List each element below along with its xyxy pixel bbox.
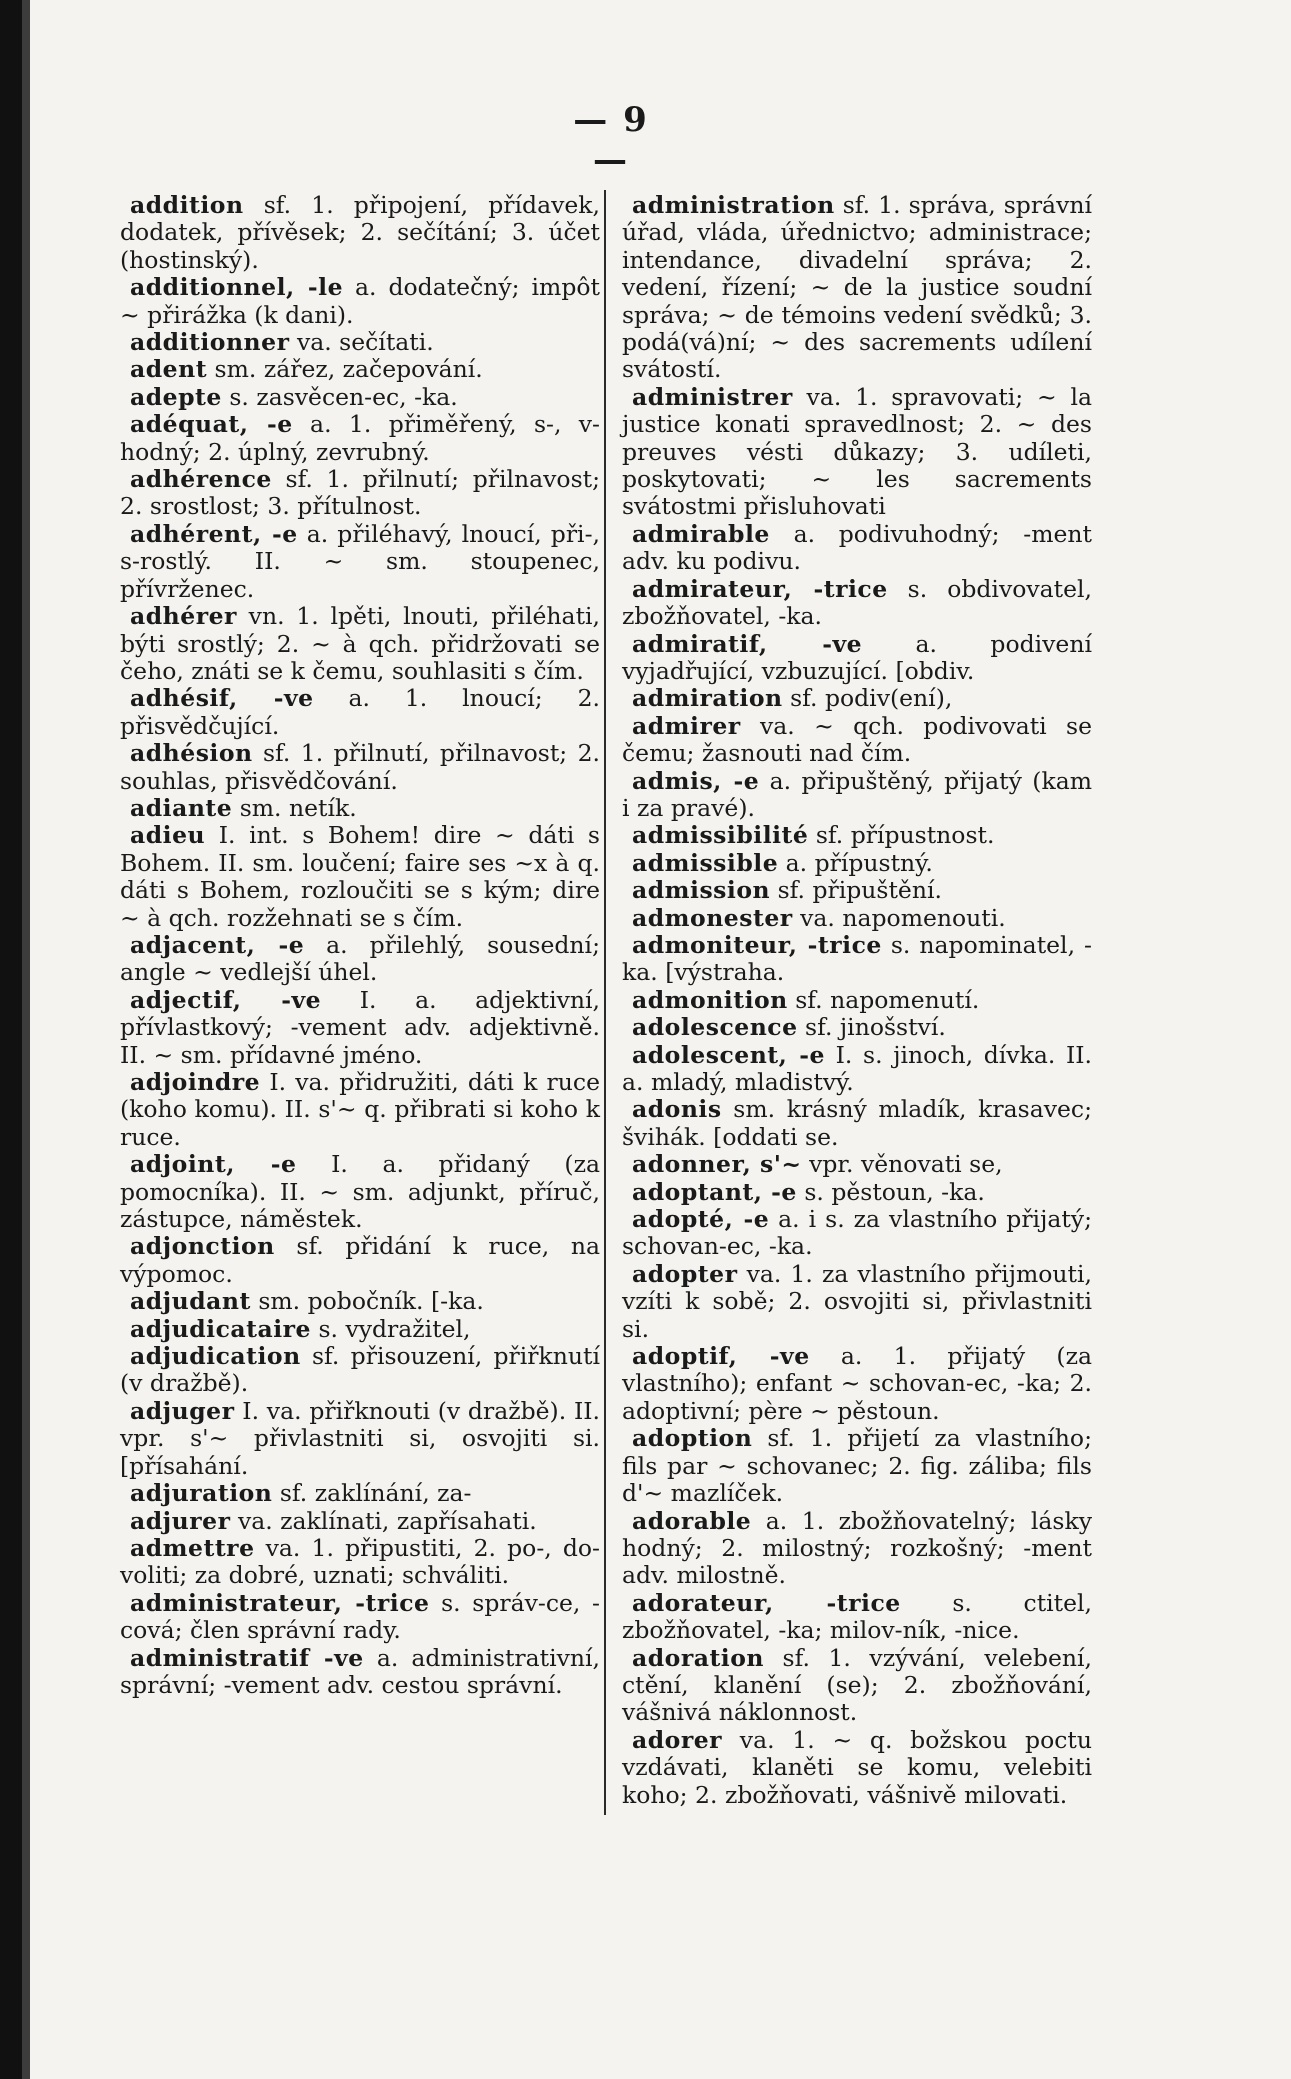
dictionary-entry — [120, 274, 600, 329]
dictionary-entry — [622, 850, 1092, 877]
dictionary-entry — [120, 466, 600, 521]
entry-definition: a. 1. zbožňovatelný; lásky hodný; 2. milostný; rozkošný; -ment adv. milostně. — [622, 1506, 1092, 1590]
entry-definition: s. zasvěcen-ec, -ka. — [221, 382, 458, 411]
dictionary-entry — [622, 1508, 1092, 1590]
entry-headword: admirable — [632, 519, 770, 548]
dictionary-entry — [120, 987, 600, 1069]
entry-headword: adolescent, -e — [632, 1040, 825, 1069]
entry-definition: s. napominatel, -ka. [výstraha. — [622, 930, 1092, 987]
entry-headword: adieu — [130, 821, 206, 850]
entry-definition: s. vydražitel, — [310, 1314, 471, 1343]
entry-definition: sm. netík. — [232, 793, 357, 822]
entry-definition: I. a. adjektivní, přívlastkový; -vement adv. adjektivně. II. ~ sm. přídavné jméno. — [120, 985, 600, 1069]
entry-headword: adjurer — [130, 1506, 231, 1535]
dictionary-entry — [622, 932, 1092, 987]
entry-headword: adhérent, -e — [130, 519, 298, 548]
entry-definition: sf. 1. správa, správní úřad, vláda, úřednictvo; administrace; intendance, divadelní správa; 2. vedení, řízení; ~ de la justice soudní správa; ~ de témoins vedení svědků; 3. podá(vá)ní; ~ des sacrements udílení svátostí. — [622, 191, 1092, 384]
dictionary-entry — [622, 1590, 1092, 1645]
entry-headword: adéquat, -e — [130, 410, 293, 439]
dictionary-entry — [622, 1179, 1092, 1206]
book-spine-edge — [0, 0, 22, 2079]
dictionary-entry — [120, 932, 600, 987]
entry-headword: admonition — [632, 985, 788, 1014]
dictionary-entry — [120, 384, 600, 411]
entry-definition: a. podivuhodný; -ment adv. ku podivu. — [622, 519, 1092, 576]
dictionary-entry — [120, 329, 600, 356]
dictionary-entry — [622, 521, 1092, 576]
entry-definition: vpr. věnovati se, — [801, 1150, 1003, 1179]
entry-headword: adopter — [632, 1259, 738, 1288]
entry-definition: sf. zaklínání, za- — [272, 1479, 472, 1508]
dictionary-entry — [622, 1014, 1092, 1041]
dictionary-entry — [622, 1425, 1092, 1507]
dictionary-entry — [622, 576, 1092, 631]
dictionary-entry — [622, 1645, 1092, 1727]
entry-definition: a. podivení vyjadřující, vzbuzující. [obdiv. — [622, 629, 1092, 685]
entry-definition: a. dodatečný; impôt ~ přirážka (k dani). — [120, 273, 600, 329]
entry-headword: adonis — [632, 1095, 722, 1124]
entry-headword: adorateur, -trice — [632, 1588, 901, 1617]
entry-headword: admiration — [632, 684, 783, 713]
entry-headword: admis, -e — [632, 766, 760, 795]
entry-definition: I. va. přiřknouti (v dražbě). II. vpr. s'~ přivlastniti si, osvojiti si. [přísahání. — [120, 1396, 600, 1480]
entry-definition: a. připuštěný, přijatý (kam i za pravé). — [622, 766, 1093, 822]
entry-headword: administration — [632, 191, 835, 219]
dictionary-entry — [120, 1316, 600, 1343]
entry-headword: adjonction — [130, 1232, 275, 1261]
entry-headword: adhésion — [130, 739, 253, 768]
dictionary-entry — [120, 192, 600, 274]
dictionary-entry — [622, 1727, 1092, 1809]
entry-headword: adorer — [632, 1725, 723, 1754]
dictionary-entry — [120, 1398, 600, 1480]
entry-definition: sf. napomenutí. — [787, 985, 980, 1014]
entry-definition: sf. 1. přilnutí, přilnavost; 2. souhlas, přisvědčování. — [120, 739, 600, 795]
entry-definition: a. přiléhavý, lnoucí, při-, s-rostlý. II. ~ sm. stoupenec, přívrženec. — [120, 519, 600, 603]
dictionary-entry — [622, 192, 1092, 384]
dictionary-entry — [120, 603, 600, 685]
dictionary-entry — [622, 905, 1092, 932]
entry-definition: sf. přidání k ruce, na výpomoc. — [120, 1232, 600, 1288]
entry-definition: s. obdivovatel, zbožňovatel, -ka. — [622, 574, 1092, 631]
dictionary-entry — [622, 1042, 1092, 1097]
dictionary-entry — [120, 1590, 600, 1645]
dictionary-entry — [622, 987, 1092, 1014]
entry-definition: vn. 1. lpěti, lnouti, přiléhati, býti srostlý; 2. ~ à qch. přidržovati se čeho, znáti se k čemu, souhlasiti s čím. — [120, 602, 600, 685]
entry-headword: additionnel, -le — [130, 273, 344, 302]
entry-definition: va. 1. za vlastního přijmouti, vzíti k sobě; 2. osvojiti si, přivlastniti si. — [622, 1259, 1092, 1343]
book-spine-shadow — [22, 0, 30, 2079]
dictionary-entry — [120, 822, 600, 932]
entry-headword: adjudant — [130, 1287, 251, 1316]
entry-definition: va. 1. ~ q. božskou poctu vzdávati, klaněti se komu, velebiti koho; 2. zbožňovati, vášnivě milovati. — [622, 1725, 1092, 1809]
dictionary-entry — [120, 411, 600, 466]
dictionary-entry — [120, 1508, 600, 1535]
entry-headword: adjuration — [130, 1479, 273, 1508]
dictionary-entry — [622, 1343, 1092, 1425]
dictionary-entry — [120, 1069, 600, 1151]
entry-headword: addition — [130, 191, 244, 219]
entry-headword: adjoint, -e — [130, 1150, 297, 1179]
dictionary-entry — [622, 384, 1092, 521]
entry-definition: sf. jinošství. — [797, 1013, 946, 1042]
entry-headword: admiratif, -ve — [632, 629, 863, 658]
dictionary-entry — [120, 1288, 600, 1315]
entry-headword: admirateur, -trice — [632, 574, 888, 603]
dictionary-entry — [622, 877, 1092, 904]
entry-definition: a. 1. přijatý (za vlastního); enfant ~ schovan-ec, -ka; 2. adoptivní; père ~ pěstoun. — [622, 1342, 1092, 1425]
entry-definition: sf. přípustnost. — [808, 821, 995, 850]
entry-definition: s. ctitel, zbožňovatel, -ka; milov-ník, -nice. — [622, 1588, 1092, 1645]
entry-definition: a. přípustný. — [778, 848, 933, 877]
dictionary-entry — [120, 1645, 600, 1700]
entry-definition: a. 1. lnoucí; 2. přisvědčující. — [120, 684, 601, 740]
entry-definition: s. správ-ce, -cová; člen správní rady. — [120, 1588, 600, 1645]
entry-headword: adoptif, -ve — [632, 1342, 810, 1371]
dictionary-entry — [622, 685, 1092, 712]
entry-definition: sf. připuštění. — [770, 876, 942, 905]
entry-definition: va. zaklínati, zapřísahati. — [230, 1506, 537, 1535]
entry-definition: sf. 1. vzývání, velebení, ctění, klanění (se); 2. zbožňování, vášnivá náklonnost. — [622, 1643, 1092, 1727]
entry-headword: adhésif, -ve — [130, 684, 314, 713]
entry-definition: sf. přisouzení, přiřknutí (v dražbě). — [120, 1342, 600, 1398]
entry-headword: adorable — [632, 1506, 752, 1535]
dictionary-entry — [120, 521, 600, 603]
entry-definition: sf. 1. připojení, přídavek, dodatek, přívěsek; 2. sečítání; 3. účet (hostinský). — [120, 191, 600, 274]
dictionary-entry — [622, 1151, 1092, 1178]
entry-headword: administratif -ve — [130, 1643, 364, 1672]
dictionary-entry — [120, 1480, 600, 1507]
entry-headword: adolescence — [632, 1013, 798, 1042]
right-column — [622, 192, 1092, 1809]
entry-headword: admissibilité — [632, 821, 809, 850]
entry-headword: adjudicataire — [130, 1314, 311, 1343]
entry-headword: admonester — [632, 903, 793, 932]
dictionary-entry — [622, 768, 1092, 823]
entry-headword: adoptant, -e — [632, 1177, 797, 1206]
entry-definition: va. sečítati. — [289, 328, 434, 357]
entry-headword: adepte — [130, 382, 222, 411]
entry-headword: adjacent, -e — [130, 930, 305, 959]
entry-headword: administrer — [632, 382, 793, 411]
entry-definition: va. ~ qch. podivovati se čemu; žasnouti nad čím. — [622, 711, 1092, 768]
dictionary-entry — [622, 631, 1092, 686]
entry-definition: I. int. s Bohem! dire ~ dáti s Bohem. II. sm. loučení; faire ses ~x à q. dáti s Bohem, rozloučiti se s kým; dire ~ à qch. rozžehnati se s čím. — [120, 821, 600, 932]
entry-definition: sf. podiv(ení), — [782, 684, 953, 713]
entry-definition: va. napomenouti. — [792, 903, 1006, 932]
entry-headword: adent — [130, 355, 208, 384]
entry-headword: adoption — [632, 1424, 753, 1453]
dictionary-entry — [120, 1233, 600, 1288]
entry-definition: sf. 1. přilnutí; přilnavost; 2. srostlost; 3. přítulnost. — [120, 465, 600, 521]
page-number: — 9 — — [573, 100, 649, 180]
entry-headword: admission — [632, 876, 771, 905]
entry-definition: I. va. přidružiti, dáti k ruce (koho komu). II. s'~ q. přibrati si koho k ruce. — [120, 1068, 600, 1151]
dictionary-entry — [622, 1206, 1092, 1261]
entry-definition: a. 1. přiměřený, s-, v-hodný; 2. úplný, zevrubný. — [120, 410, 601, 466]
entry-definition: I. a. přidaný (za pomocníka). II. ~ sm. adjunkt, příruč, zástupce, náměstek. — [120, 1150, 600, 1234]
dictionary-entry — [120, 356, 600, 383]
entry-headword: admirer — [632, 711, 741, 740]
entry-definition: sm. zářez, začepování. — [207, 355, 483, 384]
entry-definition: va. 1. spravovati; ~ la justice konati spravedlnost; 2. ~ des preuves vésti důkazy; 3. udíleti, poskytovati; ~ les sacrements svátostmi přisluhovati — [622, 382, 1092, 521]
column-divider — [604, 190, 606, 1815]
dictionary-entry — [622, 1096, 1092, 1151]
dictionary-entry — [622, 1261, 1092, 1343]
entry-definition: va. 1. připustiti, 2. po-, do-voliti; za dobré, uznati; schváliti. — [120, 1533, 600, 1590]
entry-headword: adonner, s'~ — [632, 1150, 802, 1179]
dictionary-entry — [622, 822, 1092, 849]
entry-headword: admoniteur, -trice — [632, 930, 882, 959]
entry-headword: adjoindre — [130, 1068, 261, 1096]
entry-definition: a. administrativní, správní; -vement adv. cestou správní. — [120, 1643, 600, 1699]
entry-definition: I. s. jinoch, dívka. II. a. mladý, mladistvý. — [622, 1040, 1093, 1096]
entry-headword: adjectif, -ve — [130, 985, 322, 1014]
dictionary-entry — [622, 713, 1092, 768]
entry-headword: administrateur, -trice — [130, 1588, 430, 1617]
dictionary-entry — [120, 1535, 600, 1590]
entry-definition: a. přilehlý, sousední; angle ~ vedlejší úhel. — [120, 930, 600, 987]
entry-definition: sm. krásný mladík, krasavec; švihák. [oddati se. — [622, 1095, 1092, 1151]
entry-headword: adiante — [130, 793, 233, 822]
dictionary-entry — [120, 685, 600, 740]
dictionary-entry — [120, 740, 600, 795]
entry-headword: admettre — [130, 1533, 255, 1562]
entry-headword: adoration — [632, 1643, 764, 1672]
entry-definition: sf. 1. přijetí za vlastního; fils par ~ schovanec; 2. fig. záliba; fils d'~ mazlíček. — [622, 1424, 1092, 1508]
left-column — [120, 192, 600, 1699]
entry-definition: sm. pobočník. [-ka. — [250, 1287, 484, 1316]
dictionary-entry — [120, 1151, 600, 1233]
entry-headword: adhérence — [130, 465, 272, 494]
dictionary-entry — [120, 795, 600, 822]
entry-headword: additionner — [130, 328, 290, 357]
entry-headword: adopté, -e — [632, 1205, 770, 1234]
entry-headword: adhérer — [130, 602, 237, 631]
entry-headword: adjuger — [130, 1396, 235, 1425]
entry-headword: admissible — [632, 848, 779, 877]
entry-definition: s. pěstoun, -ka. — [796, 1177, 985, 1206]
entry-headword: adjudication — [130, 1342, 301, 1371]
entry-definition: a. i s. za vlastního přijatý; schovan-ec, -ka. — [622, 1205, 1092, 1261]
dictionary-entry — [120, 1343, 600, 1398]
